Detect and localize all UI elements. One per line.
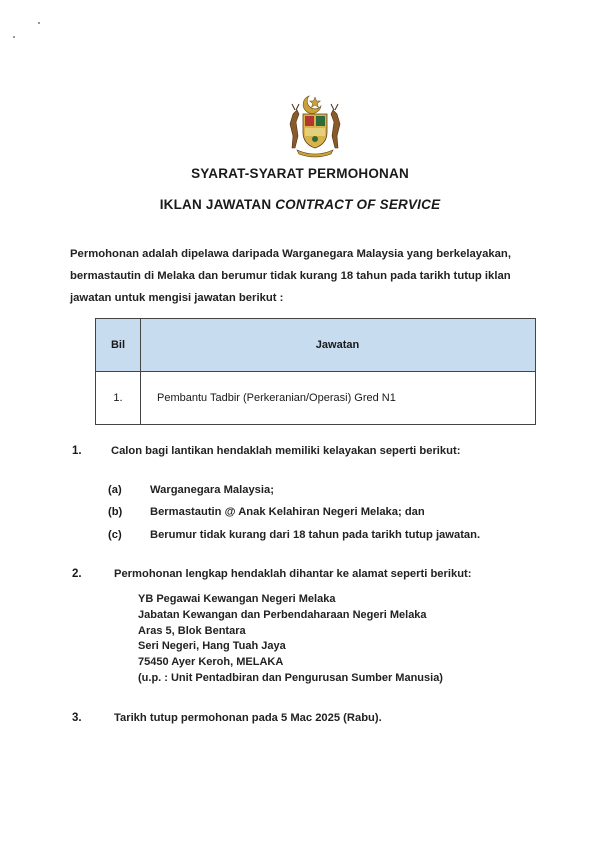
intro-paragraph: Permohonan adalah dipelawa daripada Warganegara Malaysia yang berkelayakan, bermastautin di Melaka dan berumur tidak kurang 18 tahun pada tarikh tutup iklan jawatan untuk mengisi jawatan berikut : — [70, 248, 511, 304]
address-line: (u.p. : Unit Pentadbiran dan Pengurusan Sumber Manusia) — [138, 671, 443, 684]
scan-speck — [13, 36, 15, 38]
scan-speck — [38, 22, 40, 24]
criteria-text-b: Bermastautin @ Anak Kelahiran Negeri Melaka; dan — [150, 506, 425, 518]
criteria-label-b: (b) — [108, 506, 123, 518]
section-1-number: 1. — [72, 445, 82, 457]
table-cell-bil: 1. — [96, 372, 141, 425]
table-cell-jawatan: Pembantu Tadbir (Perkeranian/Operasi) Gred N1 — [141, 372, 536, 425]
subtitle-prefix: IKLAN JAWATAN — [159, 197, 276, 212]
page-title: SYARAT-SYARAT PERMOHONAN — [191, 166, 409, 181]
address-line: 75450 Ayer Keroh, MELAKA — [138, 656, 284, 669]
address-line: YB Pegawai Kewangan Negeri Melaka — [138, 593, 336, 605]
table-header-bil: Bil — [96, 319, 141, 372]
criteria-text-a: Warganegara Malaysia; — [150, 484, 274, 496]
criteria-label-c: (c) — [108, 529, 122, 541]
section-2-text: Permohonan lengkap hendaklah dihantar ke alamat seperti berikut: — [114, 568, 472, 580]
page-subtitle — [0, 197, 600, 212]
criteria-text-c: Berumur tidak kurang dari 18 tahun pada tarikh tutup jawatan. — [150, 529, 481, 541]
mailing-address — [138, 592, 443, 687]
section-2-number: 2. — [72, 568, 82, 580]
section-3-text: Tarikh tutup permohonan pada 5 Mac 2025 (Rabu). — [114, 712, 382, 724]
table-row — [96, 372, 536, 425]
melaka-state-crest-icon — [283, 92, 347, 160]
address-line: Aras 5, Blok Bentara — [138, 624, 246, 637]
table-header-jawatan: Jawatan — [141, 319, 536, 372]
jawatan-table — [95, 318, 536, 425]
subtitle-italic: CONTRACT OF SERVICE — [275, 197, 441, 212]
address-line: Seri Negeri, Hang Tuah Jaya — [138, 640, 286, 653]
table-header-row — [96, 319, 536, 372]
section-3-number: 3. — [72, 712, 82, 724]
criteria-label-a: (a) — [108, 484, 122, 496]
section-1-text: Calon bagi lantikan hendaklah memiliki kelayakan seperti berikut: — [111, 445, 461, 457]
address-line: Jabatan Kewangan dan Perbendaharaan Negeri Melaka — [138, 608, 427, 621]
